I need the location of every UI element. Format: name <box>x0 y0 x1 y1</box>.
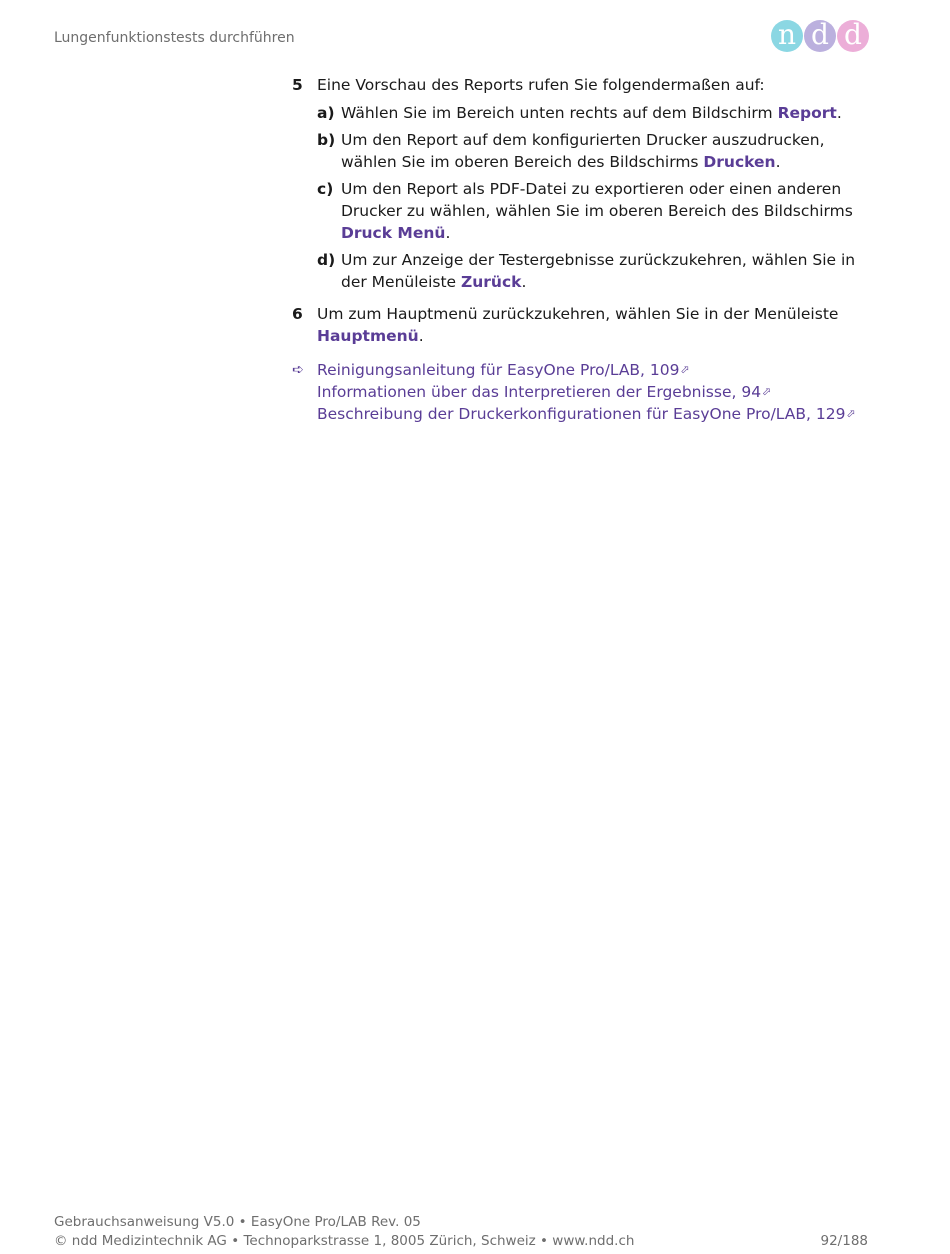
step-text: Eine Vorschau des Reports rufen Sie folgendermaßen auf: <box>317 76 765 94</box>
footer-document-info: Gebrauchsanweisung V5.0 • EasyOne Pro/LAB Rev. 05 <box>54 1214 421 1230</box>
logo-letter-d1: d <box>804 20 836 52</box>
running-header: Lungenfunktionstests durchführen <box>54 30 295 46</box>
substep-text: Um den Report auf dem konfigurierten Drucker auszudrucken, wählen Sie im oberen Bereich des Bildschirms <box>341 131 825 171</box>
external-link-icon: ⬀ <box>680 363 690 376</box>
step-6 <box>292 303 872 347</box>
external-link-icon: ⬀ <box>762 385 772 398</box>
substep-period: . <box>445 224 451 242</box>
instruction-content <box>292 74 872 425</box>
substep-letter: b) <box>317 131 336 149</box>
step-text: Um zum Hauptmenü zurückzukehren, wählen Sie in der Menüleiste <box>317 305 839 323</box>
step-5 <box>292 74 872 293</box>
step-number: 5 <box>292 76 303 94</box>
external-link-icon: ⬀ <box>846 407 856 420</box>
ui-term-report: Report <box>777 104 837 122</box>
page-number: 92/188 <box>820 1233 868 1249</box>
substep-text: Wählen Sie im Bereich unten rechts auf dem Bildschirm <box>341 104 778 122</box>
substep-a <box>317 102 872 124</box>
logo-letter-d2: d <box>837 20 869 52</box>
reference-text: Beschreibung der Druckerkonfigurationen für EasyOne Pro/LAB, 129 <box>317 405 846 423</box>
substep-d <box>317 249 872 293</box>
arrow-right-icon: ➪ <box>292 362 304 378</box>
reference-text: Informationen über das Interpretieren der Ergebnisse, 94 <box>317 383 762 401</box>
ui-term-drucken: Drucken <box>703 153 776 171</box>
substep-c <box>317 178 872 244</box>
reference-link-interpretation[interactable] <box>317 381 872 403</box>
substep-text: Um zur Anzeige der Testergebnisse zurückzukehren, wählen Sie in der Menüleiste <box>341 251 856 291</box>
substep-letter: c) <box>317 180 334 198</box>
reference-text: Reinigungsanleitung für EasyOne Pro/LAB, 109 <box>317 361 680 379</box>
ui-term-hauptmenu: Hauptmenü <box>317 327 419 345</box>
ndd-logo <box>771 20 869 52</box>
step-number: 6 <box>292 305 303 323</box>
substep-period: . <box>775 153 781 171</box>
reference-link-cleaning[interactable] <box>317 359 872 381</box>
step-period: . <box>418 327 424 345</box>
substep-period: . <box>521 273 527 291</box>
reference-link-printer-config[interactable] <box>317 403 872 425</box>
footer-company-info: © ndd Medizintechnik AG • Technoparkstrasse 1, 8005 Zürich, Schweiz • www.ndd.ch <box>54 1233 635 1249</box>
substep-list <box>317 102 872 293</box>
logo-letter-n: n <box>771 20 803 52</box>
ui-term-druck-menu: Druck Menü <box>341 224 446 242</box>
substep-text: Um den Report als PDF-Datei zu exportieren oder einen anderen Drucker zu wählen, wählen Sie im oberen Bereich des Bildschirms <box>341 180 853 220</box>
substep-letter: d) <box>317 251 336 269</box>
substep-letter: a) <box>317 104 335 122</box>
substep-b <box>317 129 872 173</box>
ui-term-zurueck: Zurück <box>461 273 522 291</box>
cross-references <box>292 359 872 425</box>
substep-period: . <box>836 104 842 122</box>
